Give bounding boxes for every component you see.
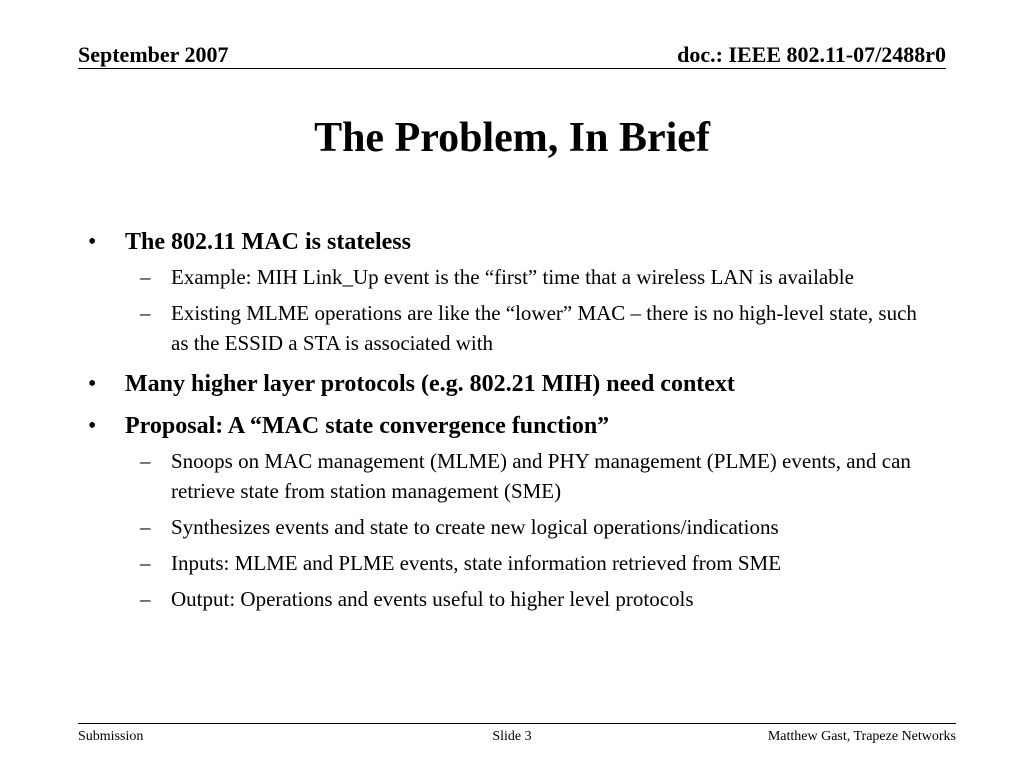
footer-divider (78, 723, 956, 724)
dash-icon: – (140, 551, 151, 575)
sub-bullet-text: Inputs: MLME and PLME events, state information retrieved from SME (171, 551, 782, 575)
dash-icon: – (140, 515, 151, 539)
slide-title: The Problem, In Brief (314, 115, 710, 161)
sub-bullet-text: Synthesizes events and state to create new logical operations/indications (171, 515, 779, 539)
dash-icon: – (140, 449, 151, 473)
bullet-icon: • (88, 229, 97, 255)
sub-bullet-item (88, 446, 938, 506)
bullet-item (88, 410, 938, 614)
footer-slide-number: Slide 3 (492, 729, 532, 744)
sub-bullet-item (88, 548, 938, 578)
sub-bullet-text: Output: Operations and events useful to higher level protocols (171, 587, 694, 611)
header-doc-id: doc.: IEEE 802.11-07/2488r0 (677, 42, 946, 67)
sub-bullet-text: Snoops on MAC management (MLME) and PHY management (PLME) events, and can retrieve state from station management (SME) (171, 449, 911, 503)
dash-icon: – (140, 265, 151, 289)
bullet-icon: • (88, 413, 97, 439)
bullet-icon: • (88, 371, 97, 397)
bullet-text: The 802.11 MAC is stateless (125, 229, 411, 255)
bullet-item (88, 226, 938, 358)
sub-bullet-text: Existing MLME operations are like the “lower” MAC – there is no high-level state, such as the ESSID a STA is associated with (171, 301, 917, 355)
sub-bullet-list (88, 262, 938, 358)
sub-bullet-item (88, 298, 938, 358)
bullet-text: Proposal: A “MAC state convergence function” (125, 413, 610, 439)
footer-submission: Submission (78, 729, 144, 744)
bullet-list (88, 226, 938, 614)
sub-bullet-item (88, 262, 938, 292)
header-date: September 2007 (78, 42, 229, 67)
footer-author: Matthew Gast, Trapeze Networks (767, 729, 956, 744)
dash-icon: – (140, 301, 151, 325)
sub-bullet-item (88, 584, 938, 614)
sub-bullet-text: Example: MIH Link_Up event is the “first” time that a wireless LAN is available (171, 265, 854, 289)
dash-icon: – (140, 587, 151, 611)
header-divider (78, 68, 946, 69)
bullet-item (88, 368, 938, 400)
bullet-text: Many higher layer protocols (e.g. 802.21 MIH) need context (125, 371, 735, 397)
sub-bullet-item (88, 512, 938, 542)
sub-bullet-list (88, 446, 938, 614)
